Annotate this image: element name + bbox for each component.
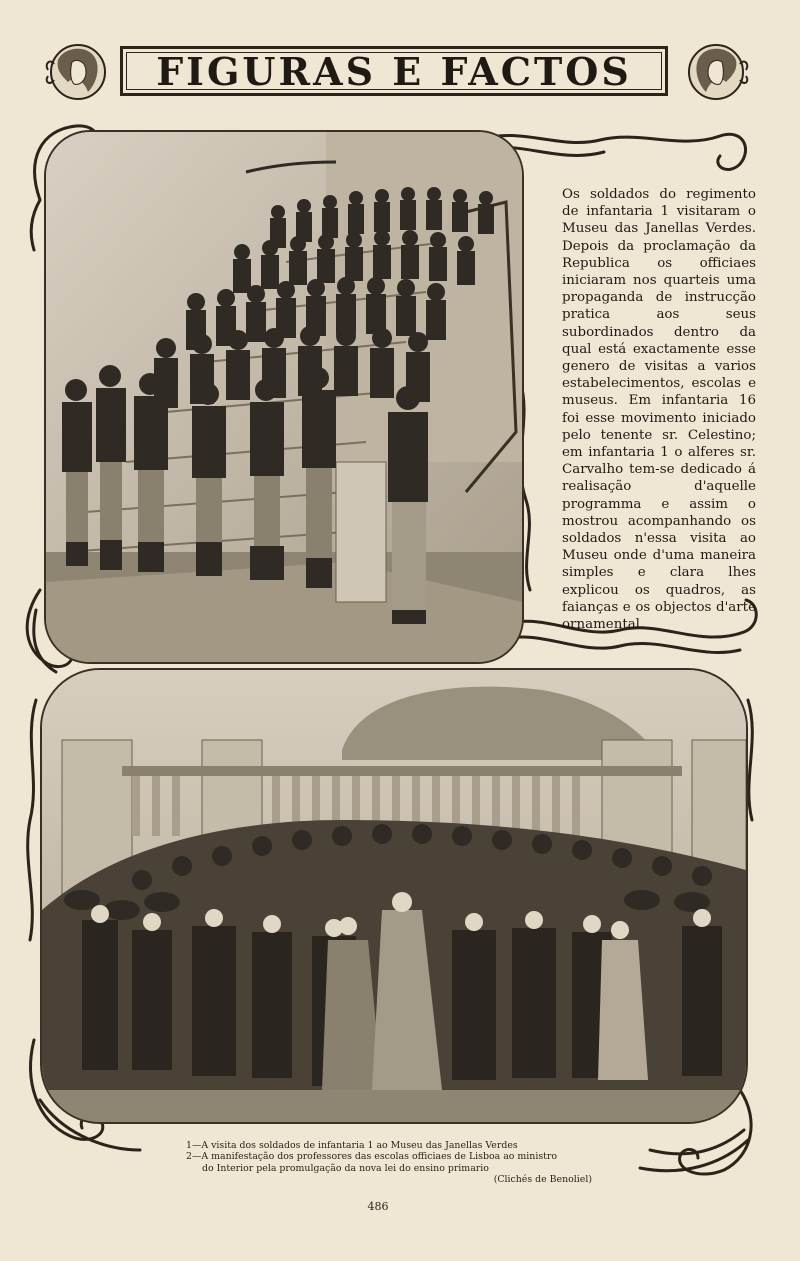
woman-profile-medallion-icon <box>686 40 750 104</box>
woman-profile-medallion-icon <box>44 40 108 104</box>
photo-captions <box>186 1140 606 1186</box>
masthead-title-box <box>120 46 668 96</box>
caption-photo-1: 1—A visita dos soldados de infantaria 1 ao Museu das Janellas Verdes <box>186 1140 518 1151</box>
caption-photo-2: 2—A manifestação dos professores das escolas officiaes de Lisboa ao ministro <box>186 1151 558 1163</box>
page-number: 486 <box>367 1200 389 1213</box>
photo-soldiers-museum-visit <box>44 130 524 664</box>
caption-photo-2-continued: do Interior pela promulgação da nova lei do ensino primario <box>202 1162 489 1174</box>
photo-teachers-demonstration <box>40 668 748 1124</box>
photo-credit: (Clichés de Benoliel) <box>493 1174 592 1186</box>
masthead-title: FIGURAS E FACTOS <box>156 48 632 94</box>
masthead <box>38 40 750 104</box>
article-body: Os soldados do regimento de infantaria 1 visitaram o Museu das Janellas Verdes. Depois da proclamação da Republica os officiaes iniciaram nos quarteis uma propaganda de instrucção pratica aos seus subordinados dentro da qual está exactamente esse genero de visitas a varios estabelecimentos, escolas e museus. Em infantaria 16 foi esse movimento iniciado pelo tenente sr. Celestino; em infantaria 1 o alferes sr. Carvalho tem-se dedicado á realisação d'aquelle programma e assim o mostrou acompanhando os soldados n'essa visita ao Museu onde d'uma maneira simples e clara lhes explicou os quadros, as faianças e os objectos d'arte ornamental. <box>562 187 756 633</box>
